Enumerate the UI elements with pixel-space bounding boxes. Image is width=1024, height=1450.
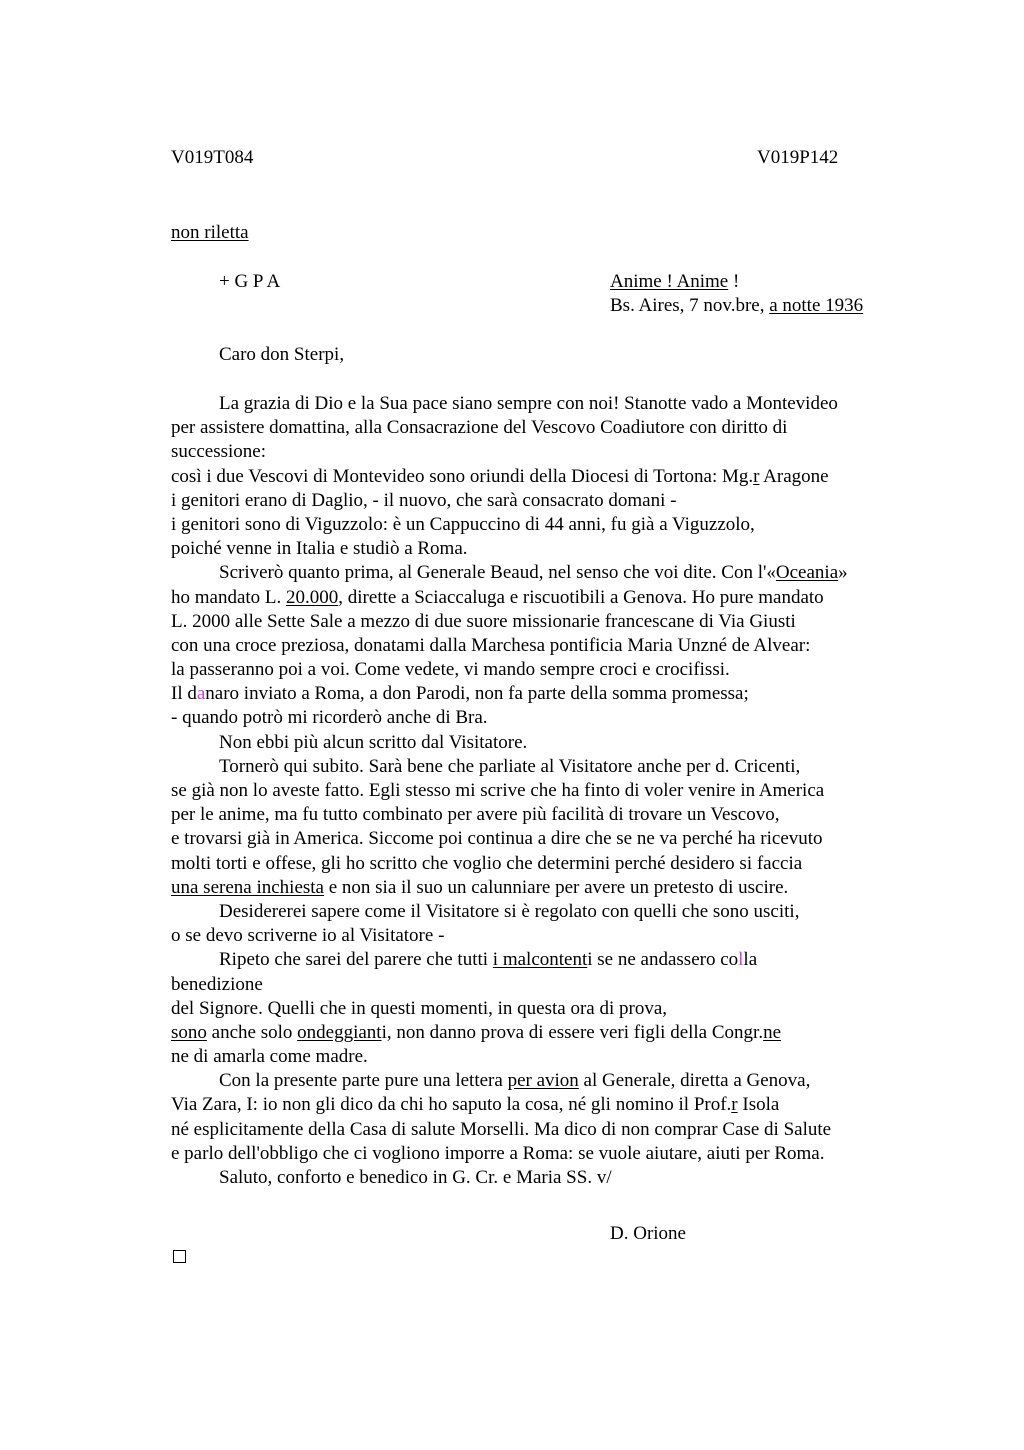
body-line: successione: xyxy=(171,441,266,463)
text-span-underlined: per avion xyxy=(507,1070,579,1092)
note-non-riletta: non riletta xyxy=(171,222,249,243)
body-line: molti torti e offese, gli ho scritto che voglio che determini perché desidero si faccia xyxy=(171,852,803,874)
text-span-underlined: sono xyxy=(171,1021,207,1043)
body-line: del Signore. Quelli che in questi momenti, in questa ora di prova, xyxy=(171,997,668,1019)
text-span: e non sia il suo un calunniare per avere un pretesto di uscire. xyxy=(323,876,789,898)
text-span: Ripeto che sarei del parere che tutti xyxy=(219,949,493,971)
body-line: né esplicitamente della Casa di salute Morselli. Ma dico di non comprar Case di Salute xyxy=(171,1118,832,1140)
motto-underlined: Anime ! Anime xyxy=(610,271,729,292)
body-line xyxy=(171,1069,848,1093)
text-span-highlighted: a xyxy=(196,683,206,705)
text-span: ho mandato L. xyxy=(171,586,287,608)
text-span: al Generale, diretta a Genova, xyxy=(578,1070,811,1092)
text-span-underlined: ondeggiant xyxy=(297,1021,382,1043)
text-span-underlined: Oceania xyxy=(775,562,839,584)
letter-body xyxy=(171,392,848,1190)
date-line xyxy=(610,294,863,318)
text-span: la xyxy=(743,949,758,971)
body-line xyxy=(171,586,848,610)
body-line: Tornerò qui subito. Sarà bene che parliate al Visitatore anche per d. Cricenti, xyxy=(219,755,801,777)
invocation: + G P A xyxy=(219,271,281,292)
body-line: poiché venne in Italia e studiò a Roma. xyxy=(171,538,468,560)
body-line: con una croce preziosa, donatami dalla Marchesa pontificia Maria Unzné de Alvear: xyxy=(171,634,811,656)
body-line: e parlo dell'obbligo che ci vogliono imporre a Roma: se vuole aiutare, aiuti per Roma. xyxy=(171,1142,825,1164)
signature: D. Orione xyxy=(610,1223,686,1244)
body-line xyxy=(171,465,848,489)
body-line xyxy=(171,682,848,706)
text-span-underlined: i malcontent xyxy=(492,949,588,971)
motto-end: ! xyxy=(728,271,740,292)
text-span: così i due Vescovi di Montevideo sono oriundi della Diocesi di Tortona: Mg. xyxy=(171,465,754,487)
text-span: i, non danno prova di essere veri figli della Congr. xyxy=(381,1021,764,1043)
body-line: Non ebbi più alcun scritto dal Visitatore. xyxy=(219,731,528,753)
body-line: L. 2000 alle Sette Sale a mezzo di due suore missionarie francescane di Via Giusti xyxy=(171,610,796,632)
text-span: » xyxy=(838,562,848,584)
body-line: se già non lo aveste fatto. Egli stesso mi scrive che ha finto di voler venire in America xyxy=(171,780,825,801)
date-place: Bs. Aires, 7 nov.bre, xyxy=(610,295,770,316)
text-span: Con la presente parte pure una lettera xyxy=(219,1070,508,1092)
body-line xyxy=(171,561,848,585)
text-span: i se ne andassero co xyxy=(587,949,739,971)
body-line xyxy=(171,1093,848,1117)
body-line: la passeranno poi a voi. Come vedete, vi mando sempre croci e crocifissi. xyxy=(171,659,730,681)
text-span: Il d xyxy=(171,683,197,705)
body-line: ne di amarla come madre. xyxy=(171,1046,368,1068)
text-span: Via Zara, I: io non gli dico da chi ho saputo la cosa, né gli nomino il Prof. xyxy=(171,1094,732,1116)
body-line xyxy=(171,876,848,900)
body-line: benedizione xyxy=(171,973,263,995)
body-line: o se devo scriverne io al Visitatore - xyxy=(171,925,445,947)
text-span-underlined: ne xyxy=(763,1021,782,1043)
body-line: i genitori erano di Daglio, - il nuovo, che sarà consacrato domani - xyxy=(171,489,677,511)
text-span: Aragone xyxy=(759,465,829,487)
body-line: Saluto, conforto e benedico in G. Cr. e Maria SS. v/ xyxy=(219,1167,612,1188)
text-span: naro inviato a Roma, a don Parodi, non fa parte della somma promessa; xyxy=(205,683,749,705)
date-year: a notte 1936 xyxy=(769,295,864,316)
body-line: Desidererei sapere come il Visitatore si è regolato con quelli che sono usciti, xyxy=(219,900,800,922)
motto xyxy=(610,270,739,294)
text-span-underlined: r xyxy=(753,465,760,487)
body-line: e trovarsi già in America. Siccome poi continua a dire che se ne va perché ha ricevuto xyxy=(171,828,823,850)
text-span: anche solo xyxy=(206,1021,298,1043)
text-span: , dirette a Sciaccaluga e riscuotibili a Genova. Ho pure mandato xyxy=(338,586,824,608)
text-span: Isola xyxy=(737,1094,780,1116)
text-span-underlined: 20.000 xyxy=(286,586,339,608)
body-line: - quando potrò mi ricorderò anche di Bra. xyxy=(171,707,488,729)
header-left-code: V019T084 xyxy=(171,147,254,168)
text-span: Scriverò quanto prima, al Generale Beaud, nel senso che voi dite. Con l'« xyxy=(219,562,776,584)
body-line xyxy=(171,1021,848,1045)
text-span-underlined: r xyxy=(731,1094,738,1116)
empty-checkbox-glyph xyxy=(173,1250,186,1263)
text-span-underlined: una serena inchiesta xyxy=(171,876,324,898)
salutation: Caro don Sterpi, xyxy=(219,344,345,365)
body-line: per le anime, ma fu tutto combinato per avere più facilità di trovare un Vescovo, xyxy=(171,804,780,826)
body-line: i genitori sono di Viguzzolo: è un Cappuccino di 44 anni, fu già a Viguzzolo, xyxy=(171,513,755,535)
header-right-code: V019P142 xyxy=(757,147,839,168)
body-line xyxy=(171,948,848,972)
body-line: La grazia di Dio e la Sua pace siano sempre con noi! Stanotte vado a Montevideo xyxy=(219,393,838,414)
body-line: per assistere domattina, alla Consacrazione del Vescovo Coadiutore con diritto di xyxy=(171,417,788,439)
text-span-highlighted: l xyxy=(738,949,744,971)
